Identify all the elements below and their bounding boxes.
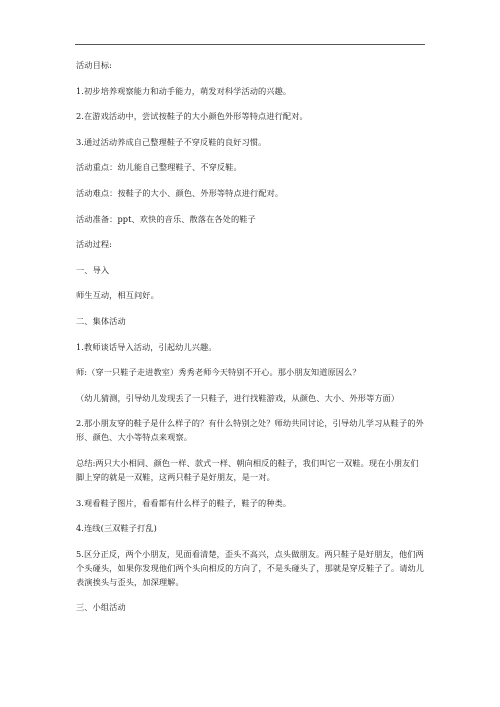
teacher-dialogue: 师:（穿一只鞋子走进教室）秀秀老师今天特别不开心。那小朋友知道原因么？	[76, 367, 361, 378]
preparation: 活动准备：ppt、欢快的音乐、散落在各处的鞋子	[76, 213, 256, 224]
section-small-group: 三、小组活动	[76, 602, 126, 613]
step-2: 2.那小朋友穿的鞋子是什么样子的？有什么特别之处？师幼共同讨论，引导幼儿学习从鞋子的外形、颜色、大小等特点来观察。	[76, 418, 424, 443]
step-5: 5.区分正反，两个小朋友，见面看清楚，歪头不高兴，点头做朋友。两只鞋子是好朋友，他们两个头碰头，如果你发现他们两个头向相反的方向了，不是头碰头了，那就是穿反鞋子了。请幼儿表演挨头与歪头，加深理解。	[76, 548, 425, 587]
header-rule	[75, 44, 425, 45]
section-introduction: 一、导入	[76, 264, 110, 275]
objective-3: 3.通过活动养成自己整理鞋子不穿反鞋的良好习惯。	[76, 136, 267, 147]
objective-2: 2.在游戏活动中，尝试按鞋子的大小颜色外形等特点进行配对。	[76, 111, 308, 122]
summary: 总结:两只大小相同、颜色一样、款式一样、朝向相反的鞋子，我们叫它一双鞋。现在小朋友们脚上穿的就是一双鞋，这两只鞋子是好朋友，是一对。	[76, 457, 419, 482]
child-guess-note: （幼儿猜测，引导幼儿发现丢了一只鞋子，进行找鞋游戏，从颜色、大小、外形等方面）	[76, 392, 400, 403]
difficult-point: 活动难点：按鞋子的大小、颜色、外形等特点进行配对。	[76, 187, 284, 198]
key-point: 活动重点：幼儿能自己整理鞋子、不穿反鞋。	[76, 162, 242, 173]
step-4: 4.连线(三双鞋子打乱)	[76, 523, 157, 534]
heading-objectives: 活动目标:	[76, 60, 113, 70]
step-1: 1.教师谈话导入活动，引起幼儿兴趣。	[76, 341, 217, 352]
objective-1: 1.初步培养观察能力和动手能力，萌发对科学活动的兴趣。	[76, 85, 292, 96]
section-group-activity: 二、集体活动	[76, 315, 126, 326]
step-3: 3.观看鞋子图片，看看都有什么样子的鞋子，鞋子的种类。	[76, 497, 292, 508]
greeting-text: 师生互动，相互问好。	[76, 290, 159, 301]
document-body	[76, 58, 426, 626]
heading-process: 活动过程:	[76, 239, 113, 250]
